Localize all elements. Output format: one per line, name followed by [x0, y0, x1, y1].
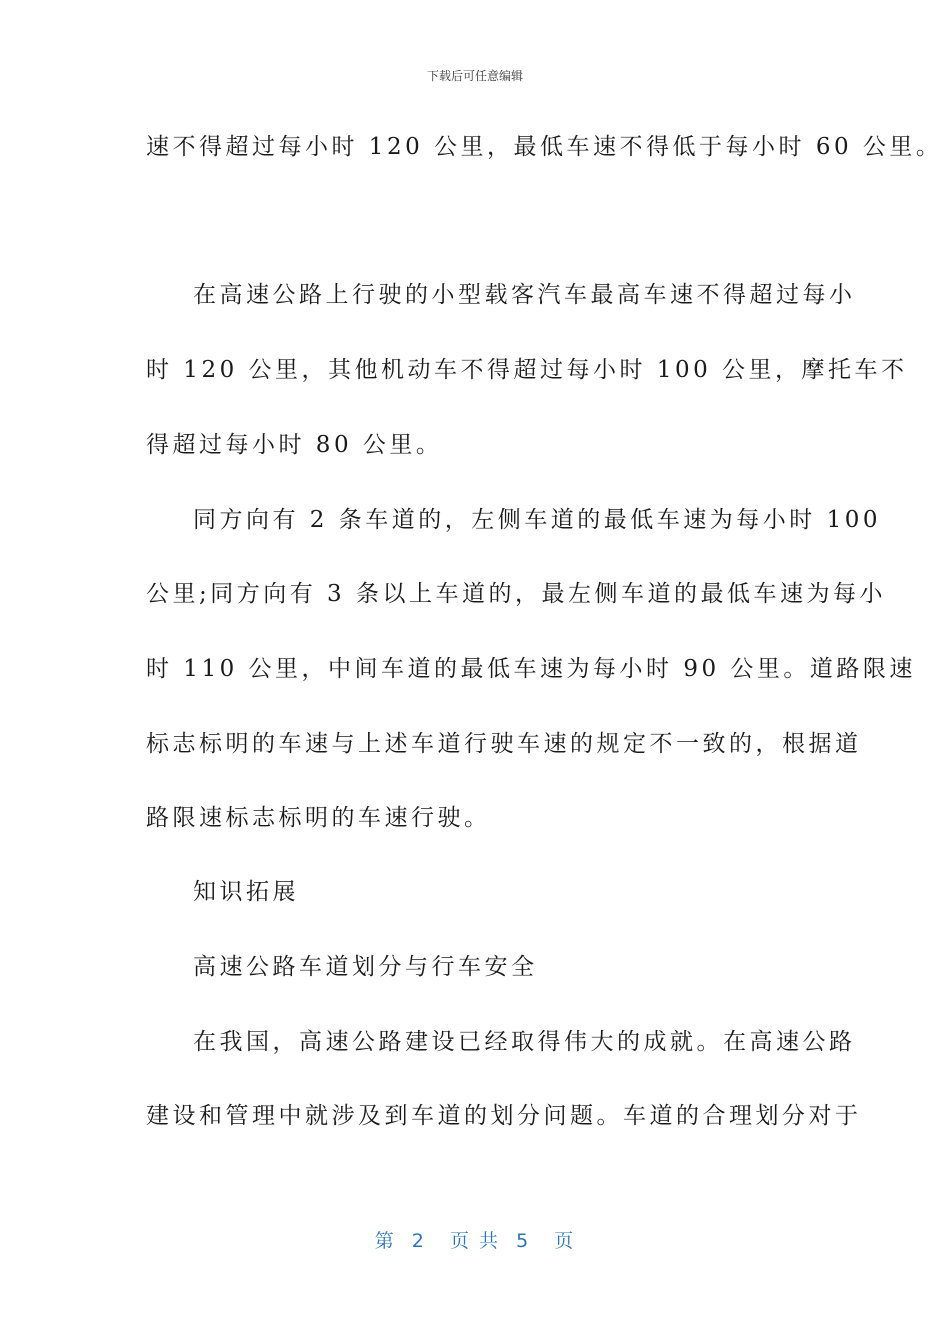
text-line: 得超过每小时 80 公里。 — [146, 432, 443, 458]
text-line: 在高速公路上行驶的小型载客汽车最高车速不得超过每小 — [193, 282, 856, 308]
subsection-heading: 高速公路车道划分与行车安全 — [193, 954, 538, 980]
page-number: 第 2 页 共 5 页 — [374, 1230, 576, 1252]
text-line: 路限速标志标明的车速行驶。 — [146, 805, 491, 831]
text-line: 公里;同方向有 3 条以上车道的，最左侧车道的最低车速为每小 — [146, 581, 887, 607]
section-heading: 知识拓展 — [193, 879, 299, 905]
text-line: 时 110 公里，中间车道的最低车速为每小时 90 公里。道路限速 — [146, 656, 916, 682]
text-line: 在我国，高速公路建设已经取得伟大的成就。在高速公路 — [193, 1029, 856, 1055]
text-line: 建设和管理中就涉及到车道的划分问题。车道的合理划分对于 — [146, 1103, 862, 1129]
download-note: 下载后可任意编辑 — [426, 69, 523, 83]
text-line: 标志标明的车速与上述车道行驶车速的规定不一致的，根据道 — [146, 731, 862, 757]
text-line: 同方向有 2 条车道的，左侧车道的最低车速为每小时 100 — [193, 507, 881, 533]
text-line: 速不得超过每小时 120 公里，最低车速不得低于每小时 60 公里。 — [146, 134, 943, 160]
text-line: 时 120 公里，其他机动车不得超过每小时 100 公里，摩托车不 — [146, 357, 908, 383]
